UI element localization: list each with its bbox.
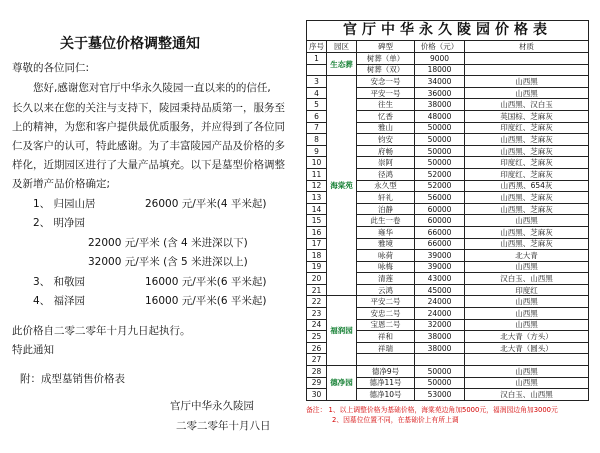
cell-material: 山西黑、芝麻灰 xyxy=(465,203,589,215)
cell-price: 52000 xyxy=(415,168,465,180)
cell-type: 雅山 xyxy=(357,122,415,134)
signature-date: 二零二零年十月八日 xyxy=(176,420,271,432)
header-no: 序号 xyxy=(307,41,327,53)
cell-material: 山西黑、芝麻灰 xyxy=(465,192,589,204)
cell-type: 云鸿 xyxy=(357,284,415,296)
item-price: 26000 元/平米(4 平米起) xyxy=(145,198,267,210)
table-title: 官厅中华永久陵园价格表 xyxy=(307,21,589,41)
cell-material: 印度红 xyxy=(465,284,589,296)
cell-material: 山西黑、654灰 xyxy=(465,180,589,192)
cell-no: 14 xyxy=(307,203,327,215)
cell-no: 18 xyxy=(307,250,327,262)
header-material: 材质 xyxy=(465,41,589,53)
cell-price: 32000 xyxy=(415,319,465,331)
cell-price: 39000 xyxy=(415,261,465,273)
cell-material: 印度红、芝麻灰 xyxy=(465,157,589,169)
cell-area: 德净园 xyxy=(327,366,357,401)
cell-material: 英国棕、芝麻灰 xyxy=(465,110,589,122)
cell-no: 23 xyxy=(307,308,327,320)
cell-price: 66000 xyxy=(415,238,465,250)
cell-type: 祥和 xyxy=(357,331,415,343)
cell-no: 11 xyxy=(307,168,327,180)
cell-type: 轩礼 xyxy=(357,192,415,204)
letter-line: 长久以来在您的关注与支持下，陵园秉持品质第一，服务至 xyxy=(12,102,285,114)
cell-no: 15 xyxy=(307,215,327,227)
table-notes xyxy=(306,405,588,425)
cell-price: 50000 xyxy=(415,157,465,169)
special-notice-text: 特此通知 xyxy=(12,344,54,356)
table-header-row xyxy=(307,41,589,53)
cell-material: 山西黑 xyxy=(465,296,589,308)
cell-no: 10 xyxy=(307,157,327,169)
cell-type: 树葬（双） xyxy=(357,64,415,76)
cell-price xyxy=(415,354,465,366)
table-row xyxy=(307,366,589,378)
cell-no: 13 xyxy=(307,192,327,204)
cell-no: 19 xyxy=(307,261,327,273)
cell-type: 钧安 xyxy=(357,134,415,146)
cell-type: 雍华 xyxy=(357,226,415,238)
cell-material: 汉白玉、山西黑 xyxy=(465,389,589,401)
cell-no: 25 xyxy=(307,331,327,343)
cell-material: 山西黑 xyxy=(465,215,589,227)
cell-type xyxy=(357,354,415,366)
cell-type: 树葬（单） xyxy=(357,53,415,65)
cell-type: 咏荷 xyxy=(357,250,415,262)
cell-no: 24 xyxy=(307,319,327,331)
cell-material: 山西黑 xyxy=(465,87,589,99)
cell-type: 平安二号 xyxy=(357,296,415,308)
cell-price: 39000 xyxy=(415,250,465,262)
letter-title: 关于墓位价格调整通知 xyxy=(60,36,200,52)
cell-price: 60000 xyxy=(415,203,465,215)
header-area: 园区 xyxy=(327,41,357,53)
effective-date-text: 此价格自二零二零年十月九日起执行。 xyxy=(12,325,191,337)
cell-price: 43000 xyxy=(415,273,465,285)
cell-no: 20 xyxy=(307,273,327,285)
item-name: 2、 明净园 xyxy=(33,217,86,229)
cell-price: 60000 xyxy=(415,215,465,227)
price-table-body xyxy=(307,53,589,401)
cell-no: 29 xyxy=(307,377,327,389)
cell-no: 6 xyxy=(307,110,327,122)
price-table-panel xyxy=(306,20,588,425)
cell-type: 清莲 xyxy=(357,273,415,285)
cell-price: 50000 xyxy=(415,366,465,378)
cell-price: 52000 xyxy=(415,180,465,192)
cell-area: 生态葬 xyxy=(327,53,357,76)
cell-material: 山西黑 xyxy=(465,76,589,88)
cell-no: 8 xyxy=(307,134,327,146)
cell-price: 36000 xyxy=(415,87,465,99)
cell-type: 永久型 xyxy=(357,180,415,192)
table-row xyxy=(307,296,589,308)
cell-no: 27 xyxy=(307,354,327,366)
cell-type: 平安一号 xyxy=(357,87,415,99)
cell-material: 山西黑 xyxy=(465,308,589,320)
cell-material: 山西黑、芝麻灰 xyxy=(465,134,589,146)
cell-material: 山西黑 xyxy=(465,319,589,331)
cell-material: 北大青 xyxy=(465,250,589,262)
letter-line: 仁及客户的认可，特此感谢。为了丰富陵园产品及价格的多 xyxy=(12,140,285,152)
cell-material: 山西黑 xyxy=(465,377,589,389)
note-line: 2、因墓位位置不同，在基础价上有所上调 xyxy=(332,415,459,424)
cell-type: 德净10号 xyxy=(357,389,415,401)
cell-price: 66000 xyxy=(415,226,465,238)
cell-material: 北大青（圆头） xyxy=(465,342,589,354)
cell-no: 3 xyxy=(307,76,327,88)
cell-no: 17 xyxy=(307,238,327,250)
cell-area: 福润园 xyxy=(327,296,357,366)
cell-material: 北大青（方头） xyxy=(465,331,589,343)
cell-price: 38000 xyxy=(415,331,465,343)
letter-salutation: 尊敬的各位同仁: xyxy=(12,62,90,74)
item-name: 4、 福泽园 xyxy=(33,295,86,307)
item-name: 3、 和敬园 xyxy=(33,276,86,288)
item-price: 16000 元/平米(6 平米起) xyxy=(145,295,267,307)
signature-org: 官厅中华永久陵园 xyxy=(170,400,254,412)
cell-type: 祥瑞 xyxy=(357,342,415,354)
cell-type: 宝恩二号 xyxy=(357,319,415,331)
item-price: 16000 元/平米(6 平米起) xyxy=(145,276,267,288)
cell-price: 53000 xyxy=(415,389,465,401)
cell-no: 7 xyxy=(307,122,327,134)
header-price: 价格（元） xyxy=(415,41,465,53)
cell-type: 府畅 xyxy=(357,145,415,157)
cell-price: 9000 xyxy=(415,53,465,65)
cell-type: 安忠二号 xyxy=(357,308,415,320)
cell-no: 1 xyxy=(307,53,327,65)
cell-price: 38000 xyxy=(415,342,465,354)
cell-no: 26 xyxy=(307,342,327,354)
cell-type: 崇阿 xyxy=(357,157,415,169)
cell-type: 德净9号 xyxy=(357,366,415,378)
cell-material xyxy=(465,53,589,65)
cell-type: 德净11号 xyxy=(357,377,415,389)
cell-material: 印度红、芝麻灰 xyxy=(465,168,589,180)
cell-price: 48000 xyxy=(415,110,465,122)
letter-line: 样化，近期园区进行了大量产品填充。以下是墓型价格调整 xyxy=(12,159,285,171)
attachment-text: 附：成型墓销售价格表 xyxy=(20,373,125,385)
cell-type: 泊静 xyxy=(357,203,415,215)
price-table xyxy=(306,20,589,401)
cell-price: 34000 xyxy=(415,76,465,88)
letter-line: 您好,感谢您对官厅中华永久陵园一直以来的的信任, xyxy=(33,82,271,94)
header-type: 碑型 xyxy=(357,41,415,53)
item-price: 22000 元/平米 (含 4 米进深以下) xyxy=(88,237,248,249)
cell-area: 海棠苑 xyxy=(327,76,357,296)
cell-type: 此生一卷 xyxy=(357,215,415,227)
cell-type: 往生 xyxy=(357,99,415,111)
cell-material: 山西黑、汉白玉 xyxy=(465,99,589,111)
cell-price: 18000 xyxy=(415,64,465,76)
cell-price: 50000 xyxy=(415,377,465,389)
cell-material: 汉白玉、山西黑 xyxy=(465,273,589,285)
cell-price: 50000 xyxy=(415,122,465,134)
cell-price: 50000 xyxy=(415,145,465,157)
cell-no xyxy=(307,64,327,76)
cell-material: 山西黑、芝麻灰 xyxy=(465,238,589,250)
cell-price: 24000 xyxy=(415,308,465,320)
cell-material: 山西黑 xyxy=(465,366,589,378)
cell-material xyxy=(465,354,589,366)
cell-no: 28 xyxy=(307,366,327,378)
cell-type: 雅境 xyxy=(357,238,415,250)
item-name: 1、 归园山居 xyxy=(33,198,96,210)
cell-material: 山西黑 xyxy=(465,261,589,273)
cell-price: 24000 xyxy=(415,296,465,308)
cell-no: 30 xyxy=(307,389,327,401)
cell-price: 45000 xyxy=(415,284,465,296)
cell-price: 50000 xyxy=(415,134,465,146)
cell-no: 21 xyxy=(307,284,327,296)
cell-no: 9 xyxy=(307,145,327,157)
cell-material xyxy=(465,64,589,76)
cell-material: 山西黑、芝麻灰 xyxy=(465,145,589,157)
cell-type: 安念一号 xyxy=(357,76,415,88)
cell-type: 忆香 xyxy=(357,110,415,122)
cell-material: 印度红、芝麻灰 xyxy=(465,122,589,134)
table-row xyxy=(307,76,589,88)
cell-price: 38000 xyxy=(415,99,465,111)
cell-no: 22 xyxy=(307,296,327,308)
letter-line: 及新增产品价格确定; xyxy=(12,178,111,190)
cell-no: 5 xyxy=(307,99,327,111)
note-line: 备注： 1、以上调整价格为基础价格，海棠苑边角加5000元，福润园边角加3000元 xyxy=(306,405,558,414)
cell-no: 4 xyxy=(307,87,327,99)
cell-no: 16 xyxy=(307,226,327,238)
item-price: 32000 元/平米 (含 5 米进深以上) xyxy=(88,256,248,268)
table-row xyxy=(307,53,589,65)
cell-no: 12 xyxy=(307,180,327,192)
cell-price: 56000 xyxy=(415,192,465,204)
letter-line: 上的精神，为您和客户提供最优质服务，并应得到了各位同 xyxy=(12,121,285,133)
cell-type: 径鸿 xyxy=(357,168,415,180)
cell-type: 咏梅 xyxy=(357,261,415,273)
cell-material: 山西黑、芝麻灰 xyxy=(465,226,589,238)
